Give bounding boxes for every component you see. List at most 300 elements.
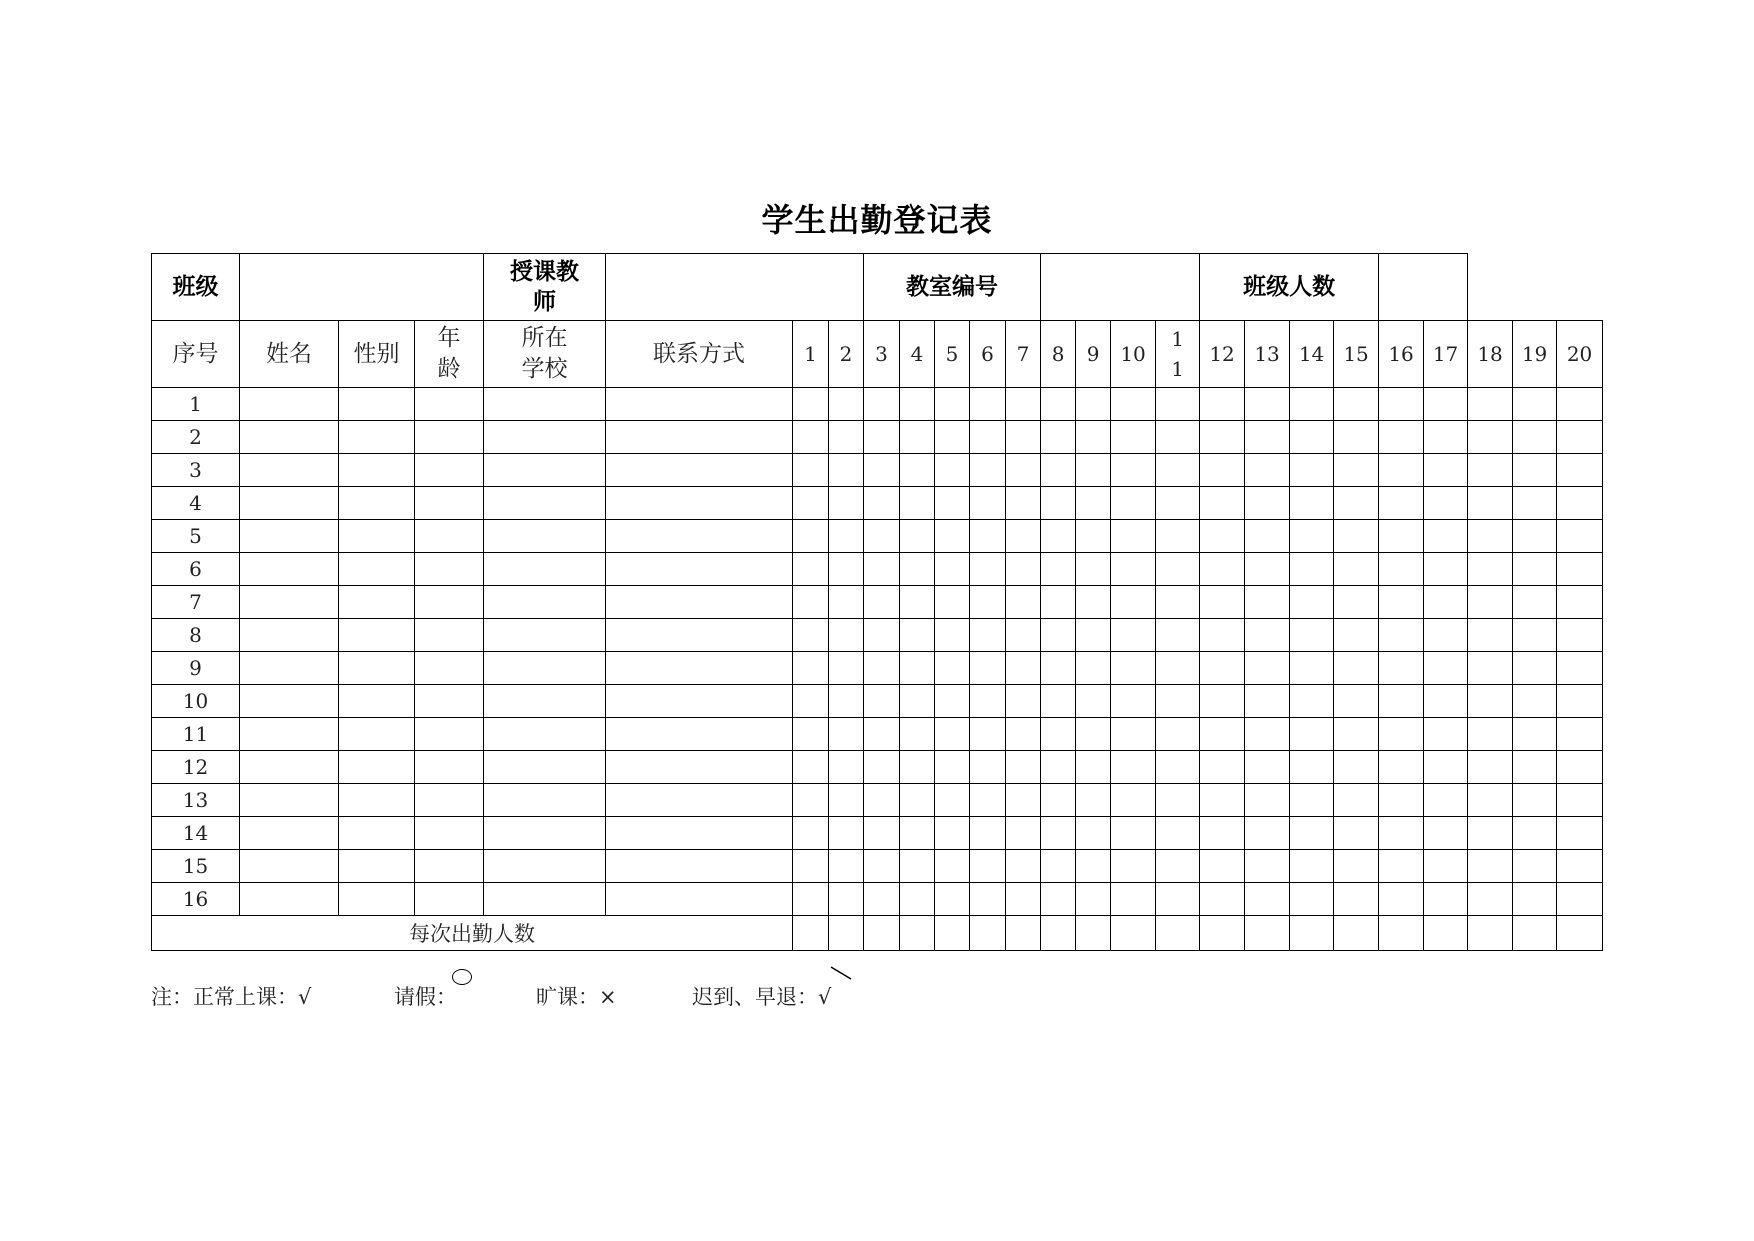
attendance-cell[interactable] <box>970 619 1006 652</box>
gender-cell[interactable] <box>339 751 415 784</box>
name-cell[interactable] <box>240 553 339 586</box>
classroom-value-cell[interactable] <box>1041 254 1200 321</box>
attendance-cell[interactable] <box>1334 487 1379 520</box>
attendance-cell[interactable] <box>1557 850 1603 883</box>
school-cell[interactable] <box>484 652 606 685</box>
attendance-cell[interactable] <box>1290 553 1334 586</box>
attendance-cell[interactable] <box>1076 454 1111 487</box>
attendance-cell[interactable] <box>1513 619 1557 652</box>
school-cell[interactable] <box>484 454 606 487</box>
attendance-cell[interactable] <box>970 850 1006 883</box>
attendance-cell[interactable] <box>1245 784 1290 817</box>
attendance-cell[interactable] <box>1200 586 1245 619</box>
attendance-cell[interactable] <box>900 718 935 751</box>
name-cell[interactable] <box>240 685 339 718</box>
attendance-cell[interactable] <box>1424 619 1468 652</box>
name-cell[interactable] <box>240 850 339 883</box>
attendance-cell[interactable] <box>1334 751 1379 784</box>
age-cell[interactable] <box>415 652 484 685</box>
attendance-cell[interactable] <box>1513 421 1557 454</box>
attendance-cell[interactable] <box>1424 784 1468 817</box>
attendance-cell[interactable] <box>1513 586 1557 619</box>
attendance-cell[interactable] <box>1200 553 1245 586</box>
attendance-cell[interactable] <box>1041 553 1076 586</box>
attendance-cell[interactable] <box>1468 784 1513 817</box>
attendance-cell[interactable] <box>935 619 970 652</box>
name-cell[interactable] <box>240 388 339 421</box>
age-cell[interactable] <box>415 850 484 883</box>
attendance-cell[interactable] <box>1424 652 1468 685</box>
attendance-cell[interactable] <box>1200 520 1245 553</box>
attendance-cell[interactable] <box>1557 751 1603 784</box>
attendance-cell[interactable] <box>1245 586 1290 619</box>
attendance-cell[interactable] <box>1156 619 1200 652</box>
attendance-cell[interactable] <box>1424 553 1468 586</box>
name-cell[interactable] <box>240 586 339 619</box>
attendance-cell[interactable] <box>1468 454 1513 487</box>
attendance-cell[interactable] <box>1468 421 1513 454</box>
attendance-cell[interactable] <box>900 520 935 553</box>
attendance-cell[interactable] <box>935 751 970 784</box>
attendance-cell[interactable] <box>1111 718 1156 751</box>
attendance-cell[interactable] <box>829 520 864 553</box>
attendance-cell[interactable] <box>1290 817 1334 850</box>
attendance-cell[interactable] <box>864 421 900 454</box>
attendance-cell[interactable] <box>900 454 935 487</box>
name-cell[interactable] <box>240 520 339 553</box>
attendance-cell[interactable] <box>900 883 935 916</box>
attendance-cell[interactable] <box>1424 718 1468 751</box>
attendance-cell[interactable] <box>900 619 935 652</box>
attendance-cell[interactable] <box>1468 685 1513 718</box>
attendance-cell[interactable] <box>1076 751 1111 784</box>
attendance-cell[interactable] <box>1006 454 1041 487</box>
attendance-cell[interactable] <box>1379 520 1424 553</box>
age-cell[interactable] <box>415 388 484 421</box>
attendance-cell[interactable] <box>864 586 900 619</box>
attendance-cell[interactable] <box>1468 388 1513 421</box>
school-cell[interactable] <box>484 718 606 751</box>
attendance-cell[interactable] <box>1379 487 1424 520</box>
attendance-cell[interactable] <box>864 850 900 883</box>
attendance-cell[interactable] <box>1245 487 1290 520</box>
attendance-cell[interactable] <box>1200 652 1245 685</box>
attendance-cell[interactable] <box>900 421 935 454</box>
attendance-cell[interactable] <box>1557 520 1603 553</box>
gender-cell[interactable] <box>339 619 415 652</box>
attendance-cell[interactable] <box>1424 388 1468 421</box>
daily-count-cell[interactable] <box>1290 916 1334 951</box>
daily-count-cell[interactable] <box>935 916 970 951</box>
attendance-cell[interactable] <box>900 685 935 718</box>
attendance-cell[interactable] <box>1245 883 1290 916</box>
daily-count-cell[interactable] <box>1424 916 1468 951</box>
attendance-cell[interactable] <box>1041 883 1076 916</box>
attendance-cell[interactable] <box>1006 718 1041 751</box>
attendance-cell[interactable] <box>1076 718 1111 751</box>
attendance-cell[interactable] <box>1111 883 1156 916</box>
age-cell[interactable] <box>415 421 484 454</box>
attendance-cell[interactable] <box>1290 685 1334 718</box>
attendance-cell[interactable] <box>1245 388 1290 421</box>
attendance-cell[interactable] <box>1156 718 1200 751</box>
attendance-cell[interactable] <box>1513 817 1557 850</box>
age-cell[interactable] <box>415 883 484 916</box>
attendance-cell[interactable] <box>1006 652 1041 685</box>
attendance-cell[interactable] <box>793 487 829 520</box>
contact-cell[interactable] <box>606 850 793 883</box>
attendance-cell[interactable] <box>1334 388 1379 421</box>
attendance-cell[interactable] <box>900 850 935 883</box>
attendance-cell[interactable] <box>1200 751 1245 784</box>
attendance-cell[interactable] <box>1379 685 1424 718</box>
attendance-cell[interactable] <box>1041 421 1076 454</box>
daily-count-cell[interactable] <box>1379 916 1424 951</box>
gender-cell[interactable] <box>339 883 415 916</box>
attendance-cell[interactable] <box>1111 421 1156 454</box>
attendance-cell[interactable] <box>935 487 970 520</box>
attendance-cell[interactable] <box>1334 718 1379 751</box>
contact-cell[interactable] <box>606 883 793 916</box>
attendance-cell[interactable] <box>1557 652 1603 685</box>
attendance-cell[interactable] <box>1006 421 1041 454</box>
attendance-cell[interactable] <box>1111 487 1156 520</box>
attendance-cell[interactable] <box>1557 817 1603 850</box>
attendance-cell[interactable] <box>864 751 900 784</box>
attendance-cell[interactable] <box>793 784 829 817</box>
attendance-cell[interactable] <box>1111 652 1156 685</box>
attendance-cell[interactable] <box>1379 883 1424 916</box>
attendance-cell[interactable] <box>829 784 864 817</box>
attendance-cell[interactable] <box>1557 685 1603 718</box>
attendance-cell[interactable] <box>935 652 970 685</box>
attendance-cell[interactable] <box>829 586 864 619</box>
attendance-cell[interactable] <box>970 454 1006 487</box>
attendance-cell[interactable] <box>1245 817 1290 850</box>
attendance-cell[interactable] <box>793 685 829 718</box>
attendance-cell[interactable] <box>1156 652 1200 685</box>
contact-cell[interactable] <box>606 454 793 487</box>
daily-count-cell[interactable] <box>1245 916 1290 951</box>
attendance-cell[interactable] <box>1513 652 1557 685</box>
attendance-cell[interactable] <box>1200 718 1245 751</box>
school-cell[interactable] <box>484 619 606 652</box>
attendance-cell[interactable] <box>1557 421 1603 454</box>
attendance-cell[interactable] <box>1200 421 1245 454</box>
attendance-cell[interactable] <box>970 784 1006 817</box>
attendance-cell[interactable] <box>1334 586 1379 619</box>
attendance-cell[interactable] <box>1245 421 1290 454</box>
gender-cell[interactable] <box>339 520 415 553</box>
attendance-cell[interactable] <box>864 520 900 553</box>
attendance-cell[interactable] <box>1334 454 1379 487</box>
attendance-cell[interactable] <box>1468 718 1513 751</box>
attendance-cell[interactable] <box>1468 817 1513 850</box>
daily-count-cell[interactable] <box>1557 916 1603 951</box>
attendance-cell[interactable] <box>793 421 829 454</box>
attendance-cell[interactable] <box>1379 454 1424 487</box>
name-cell[interactable] <box>240 487 339 520</box>
contact-cell[interactable] <box>606 520 793 553</box>
attendance-cell[interactable] <box>1041 718 1076 751</box>
gender-cell[interactable] <box>339 553 415 586</box>
attendance-cell[interactable] <box>935 784 970 817</box>
attendance-cell[interactable] <box>1424 751 1468 784</box>
attendance-cell[interactable] <box>900 784 935 817</box>
attendance-cell[interactable] <box>1156 817 1200 850</box>
attendance-cell[interactable] <box>793 586 829 619</box>
attendance-cell[interactable] <box>864 685 900 718</box>
attendance-cell[interactable] <box>793 553 829 586</box>
attendance-cell[interactable] <box>1006 487 1041 520</box>
attendance-cell[interactable] <box>935 454 970 487</box>
attendance-cell[interactable] <box>1379 652 1424 685</box>
attendance-cell[interactable] <box>1379 553 1424 586</box>
school-cell[interactable] <box>484 685 606 718</box>
attendance-cell[interactable] <box>1290 718 1334 751</box>
attendance-cell[interactable] <box>1513 751 1557 784</box>
age-cell[interactable] <box>415 520 484 553</box>
attendance-cell[interactable] <box>1334 619 1379 652</box>
age-cell[interactable] <box>415 685 484 718</box>
attendance-cell[interactable] <box>900 586 935 619</box>
attendance-cell[interactable] <box>1424 850 1468 883</box>
attendance-cell[interactable] <box>1041 619 1076 652</box>
attendance-cell[interactable] <box>1424 454 1468 487</box>
attendance-cell[interactable] <box>1156 784 1200 817</box>
attendance-cell[interactable] <box>829 817 864 850</box>
attendance-cell[interactable] <box>1076 388 1111 421</box>
attendance-cell[interactable] <box>1513 553 1557 586</box>
attendance-cell[interactable] <box>1041 817 1076 850</box>
attendance-cell[interactable] <box>1006 751 1041 784</box>
attendance-cell[interactable] <box>970 421 1006 454</box>
attendance-cell[interactable] <box>900 751 935 784</box>
attendance-cell[interactable] <box>1076 850 1111 883</box>
attendance-cell[interactable] <box>935 553 970 586</box>
attendance-cell[interactable] <box>1468 553 1513 586</box>
gender-cell[interactable] <box>339 487 415 520</box>
attendance-cell[interactable] <box>1076 817 1111 850</box>
attendance-cell[interactable] <box>1111 751 1156 784</box>
attendance-cell[interactable] <box>935 520 970 553</box>
daily-count-cell[interactable] <box>970 916 1006 951</box>
daily-count-cell[interactable] <box>1156 916 1200 951</box>
daily-count-cell[interactable] <box>1111 916 1156 951</box>
attendance-cell[interactable] <box>1379 850 1424 883</box>
attendance-cell[interactable] <box>1245 520 1290 553</box>
attendance-cell[interactable] <box>1379 751 1424 784</box>
attendance-cell[interactable] <box>1006 850 1041 883</box>
attendance-cell[interactable] <box>1156 883 1200 916</box>
attendance-cell[interactable] <box>1334 817 1379 850</box>
attendance-cell[interactable] <box>1290 751 1334 784</box>
attendance-cell[interactable] <box>1006 586 1041 619</box>
attendance-cell[interactable] <box>1006 553 1041 586</box>
daily-count-cell[interactable] <box>900 916 935 951</box>
attendance-cell[interactable] <box>1111 619 1156 652</box>
attendance-cell[interactable] <box>1424 685 1468 718</box>
attendance-cell[interactable] <box>1379 586 1424 619</box>
attendance-cell[interactable] <box>1379 784 1424 817</box>
attendance-cell[interactable] <box>793 454 829 487</box>
attendance-cell[interactable] <box>829 718 864 751</box>
attendance-cell[interactable] <box>1290 487 1334 520</box>
attendance-cell[interactable] <box>1468 883 1513 916</box>
contact-cell[interactable] <box>606 784 793 817</box>
daily-count-cell[interactable] <box>1334 916 1379 951</box>
attendance-cell[interactable] <box>1379 388 1424 421</box>
attendance-cell[interactable] <box>864 388 900 421</box>
age-cell[interactable] <box>415 718 484 751</box>
attendance-cell[interactable] <box>1156 520 1200 553</box>
attendance-cell[interactable] <box>1041 751 1076 784</box>
attendance-cell[interactable] <box>1468 652 1513 685</box>
age-cell[interactable] <box>415 553 484 586</box>
attendance-cell[interactable] <box>1557 619 1603 652</box>
attendance-cell[interactable] <box>829 553 864 586</box>
gender-cell[interactable] <box>339 850 415 883</box>
attendance-cell[interactable] <box>1557 388 1603 421</box>
attendance-cell[interactable] <box>1111 454 1156 487</box>
attendance-cell[interactable] <box>1200 784 1245 817</box>
attendance-cell[interactable] <box>1424 487 1468 520</box>
attendance-cell[interactable] <box>900 553 935 586</box>
attendance-cell[interactable] <box>1006 817 1041 850</box>
attendance-cell[interactable] <box>829 751 864 784</box>
attendance-cell[interactable] <box>1200 454 1245 487</box>
attendance-cell[interactable] <box>1424 421 1468 454</box>
attendance-cell[interactable] <box>1557 487 1603 520</box>
attendance-cell[interactable] <box>793 388 829 421</box>
attendance-cell[interactable] <box>1468 586 1513 619</box>
attendance-cell[interactable] <box>970 685 1006 718</box>
gender-cell[interactable] <box>339 652 415 685</box>
gender-cell[interactable] <box>339 388 415 421</box>
attendance-cell[interactable] <box>1424 520 1468 553</box>
attendance-cell[interactable] <box>864 619 900 652</box>
age-cell[interactable] <box>415 586 484 619</box>
daily-count-cell[interactable] <box>1076 916 1111 951</box>
attendance-cell[interactable] <box>1379 718 1424 751</box>
attendance-cell[interactable] <box>1334 685 1379 718</box>
attendance-cell[interactable] <box>1513 685 1557 718</box>
attendance-cell[interactable] <box>970 817 1006 850</box>
name-cell[interactable] <box>240 751 339 784</box>
attendance-cell[interactable] <box>1076 487 1111 520</box>
attendance-cell[interactable] <box>1290 883 1334 916</box>
attendance-cell[interactable] <box>970 520 1006 553</box>
attendance-cell[interactable] <box>1200 850 1245 883</box>
attendance-cell[interactable] <box>1076 652 1111 685</box>
attendance-cell[interactable] <box>864 652 900 685</box>
attendance-cell[interactable] <box>935 586 970 619</box>
attendance-cell[interactable] <box>864 454 900 487</box>
attendance-cell[interactable] <box>935 388 970 421</box>
attendance-cell[interactable] <box>1111 520 1156 553</box>
daily-count-cell[interactable] <box>1200 916 1245 951</box>
attendance-cell[interactable] <box>1513 487 1557 520</box>
attendance-cell[interactable] <box>793 718 829 751</box>
attendance-cell[interactable] <box>829 685 864 718</box>
attendance-cell[interactable] <box>1200 817 1245 850</box>
attendance-cell[interactable] <box>1041 685 1076 718</box>
age-cell[interactable] <box>415 784 484 817</box>
contact-cell[interactable] <box>606 553 793 586</box>
attendance-cell[interactable] <box>1245 619 1290 652</box>
attendance-cell[interactable] <box>1156 421 1200 454</box>
name-cell[interactable] <box>240 454 339 487</box>
attendance-cell[interactable] <box>1557 784 1603 817</box>
daily-count-cell[interactable] <box>1041 916 1076 951</box>
name-cell[interactable] <box>240 817 339 850</box>
attendance-cell[interactable] <box>1076 421 1111 454</box>
attendance-cell[interactable] <box>1290 784 1334 817</box>
attendance-cell[interactable] <box>1076 883 1111 916</box>
school-cell[interactable] <box>484 487 606 520</box>
attendance-cell[interactable] <box>1290 421 1334 454</box>
gender-cell[interactable] <box>339 454 415 487</box>
gender-cell[interactable] <box>339 685 415 718</box>
attendance-cell[interactable] <box>1041 388 1076 421</box>
attendance-cell[interactable] <box>1006 784 1041 817</box>
attendance-cell[interactable] <box>1468 850 1513 883</box>
attendance-cell[interactable] <box>1424 817 1468 850</box>
attendance-cell[interactable] <box>970 553 1006 586</box>
attendance-cell[interactable] <box>1557 553 1603 586</box>
attendance-cell[interactable] <box>1290 850 1334 883</box>
attendance-cell[interactable] <box>1111 850 1156 883</box>
attendance-cell[interactable] <box>900 487 935 520</box>
headcount-value-cell[interactable] <box>1379 254 1468 321</box>
attendance-cell[interactable] <box>1006 388 1041 421</box>
attendance-cell[interactable] <box>1290 520 1334 553</box>
attendance-cell[interactable] <box>970 751 1006 784</box>
contact-cell[interactable] <box>606 421 793 454</box>
attendance-cell[interactable] <box>1200 388 1245 421</box>
attendance-cell[interactable] <box>1513 388 1557 421</box>
attendance-cell[interactable] <box>1245 454 1290 487</box>
attendance-cell[interactable] <box>1076 586 1111 619</box>
attendance-cell[interactable] <box>1513 520 1557 553</box>
attendance-cell[interactable] <box>935 685 970 718</box>
name-cell[interactable] <box>240 421 339 454</box>
daily-count-cell[interactable] <box>864 916 900 951</box>
attendance-cell[interactable] <box>1379 421 1424 454</box>
attendance-cell[interactable] <box>1379 817 1424 850</box>
school-cell[interactable] <box>484 817 606 850</box>
attendance-cell[interactable] <box>1379 619 1424 652</box>
attendance-cell[interactable] <box>829 850 864 883</box>
attendance-cell[interactable] <box>1245 553 1290 586</box>
attendance-cell[interactable] <box>935 817 970 850</box>
contact-cell[interactable] <box>606 586 793 619</box>
gender-cell[interactable] <box>339 784 415 817</box>
school-cell[interactable] <box>484 850 606 883</box>
age-cell[interactable] <box>415 487 484 520</box>
attendance-cell[interactable] <box>1111 388 1156 421</box>
attendance-cell[interactable] <box>1557 454 1603 487</box>
attendance-cell[interactable] <box>1041 652 1076 685</box>
gender-cell[interactable] <box>339 421 415 454</box>
attendance-cell[interactable] <box>1200 487 1245 520</box>
name-cell[interactable] <box>240 652 339 685</box>
attendance-cell[interactable] <box>1076 685 1111 718</box>
attendance-cell[interactable] <box>1006 520 1041 553</box>
age-cell[interactable] <box>415 817 484 850</box>
attendance-cell[interactable] <box>864 883 900 916</box>
attendance-cell[interactable] <box>829 454 864 487</box>
